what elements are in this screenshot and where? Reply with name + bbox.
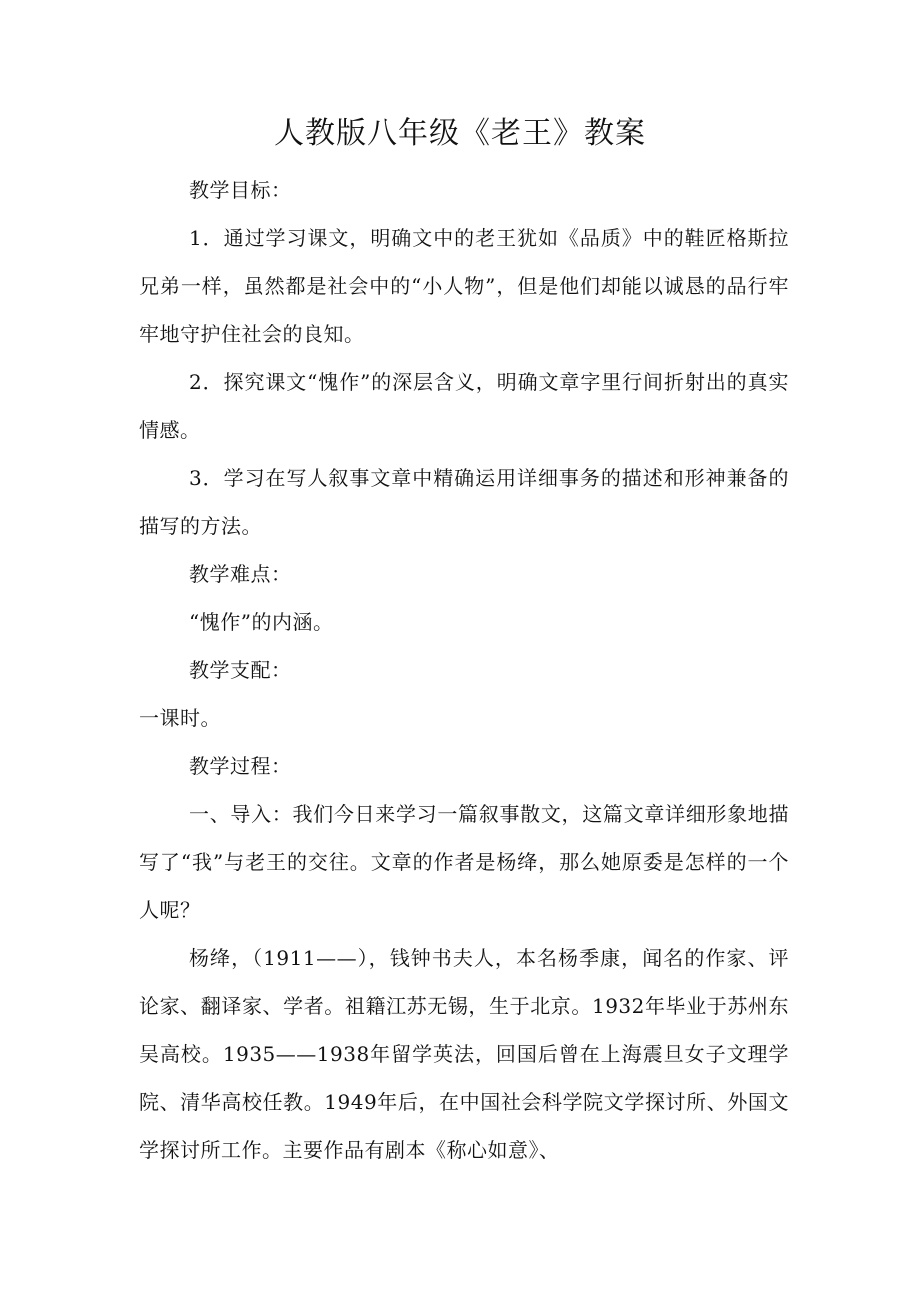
objective-item-2: 2．探究课文“愧作”的深层含义，明确文章字里行间折射出的真实情感。 bbox=[139, 370, 789, 442]
section-heading-arrangement: 教学支配： bbox=[189, 658, 292, 682]
section-heading-process: 教学过程： bbox=[189, 754, 292, 778]
objective-item-3: 3．学习在写人叙事文章中精确运用详细事务的描述和形神兼备的描写的方法。 bbox=[139, 466, 789, 538]
arrangement-text: 一课时。 bbox=[139, 706, 221, 730]
document-title: 人教版八年级《老王》教案 bbox=[274, 116, 646, 151]
document-body bbox=[139, 166, 789, 1174]
section-heading-difficulty: 教学难点： bbox=[189, 562, 292, 586]
process-intro: 一、导入：我们今日来学习一篇叙事散文，这篇文章详细形象地描写了“我”与老王的交往。文章的作者是杨绛，那么她原委是怎样的一个人呢？ bbox=[139, 802, 789, 922]
difficulty-text: “愧作”的内涵。 bbox=[189, 610, 334, 634]
author-bio: 杨绛，（1911——），钱钟书夫人，本名杨季康，闻名的作家、评论家、翻译家、学者。祖籍江苏无锡，生于北京。1932年毕业于苏州东吴高校。1935——1938年留学英法，回国后曾在上海震旦女子文理学院、清华高校任教。1949年后，在中国社会科学院文学探讨所、外国文学探讨所工作。主要作品有剧本《称心如意》、 bbox=[139, 946, 789, 1162]
objective-item-1: 1．通过学习课文，明确文中的老王犹如《品质》中的鞋匠格斯拉兄弟一样，虽然都是社会中的“小人物”，但是他们却能以诚恳的品行牢牢地守护住社会的良知。 bbox=[139, 226, 789, 346]
section-heading-objectives: 教学目标： bbox=[189, 178, 292, 202]
